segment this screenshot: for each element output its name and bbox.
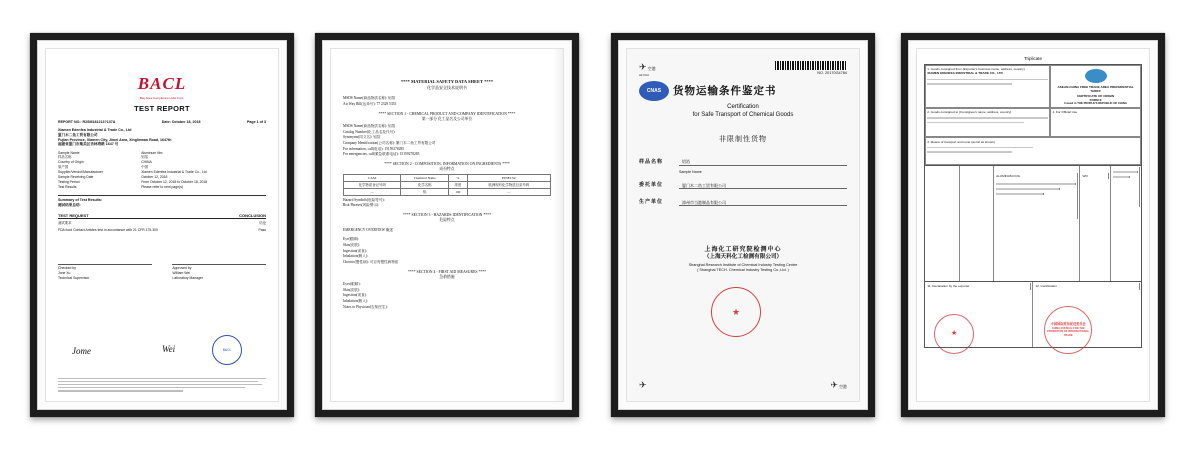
page-number: Page 1 of 3 [247,120,266,125]
certificate-title-en-2: for Safe Transport of Chemical Goods [692,112,794,119]
msds-line: Catalog Number(化工品名及代号): [343,129,396,134]
field-key: Sample Name [58,150,80,155]
field-key: Test Results [58,185,77,190]
approver-signature: Wei [162,344,176,354]
report-title: TEST REPORT [134,103,190,113]
msds-line: Ingestion(误食): [343,293,367,298]
msds-title: **** MATERIAL SAFETY DATA SHEET **** [400,79,494,84]
section-4-title-cn: 急救措施 [439,274,455,279]
official-use-label: 4. For Official Use [1052,110,1078,115]
frame-mat [618,40,868,410]
checker-signature: Jome [72,346,91,356]
msds-line: Skin(皮肤): [343,243,361,248]
field-value: October 12, 2018 [141,175,168,180]
frame-mat [37,40,287,410]
request-header-cn [58,221,266,226]
cnas-document [626,48,860,402]
frame-mat [908,40,1158,410]
certificate-title-en-1: Certification [727,104,759,111]
institute-name-en-1: Shanghai Research Institute of Chemical Industry Testing Centre [688,262,798,267]
exporter-seal [934,314,974,354]
msds-line: Inhalation(吸入): [343,298,369,303]
section-3-heading [343,213,551,223]
goods-lines [995,179,1078,219]
field-value: 铝箔 [141,155,148,160]
table-header-cell: Chemical Name [401,175,449,182]
request-header [58,213,266,219]
field-value: Please refer to next page(s) [141,185,184,190]
scan-shadow [553,49,563,401]
summary-heading [58,195,266,208]
origin-document [916,48,1150,402]
airplane-icon: ✈ [639,62,647,72]
conclusion-label: CONCLUSION [239,212,266,218]
institute-name-cn: 上海化工研究院检测中心 [704,246,782,253]
table-cell: — [344,189,401,196]
field-value: 漳州市当港制品有限公司 [679,200,847,206]
section-3-title: **** SECTION 3 - HAZARDS IDENTIFICATION **** [403,213,491,218]
form-label: FORM E [1089,97,1102,102]
field-key: 原产国 [58,165,69,170]
field-key: Sample Receiving Date [58,175,94,180]
certification-cell [1033,282,1141,347]
msds-line: Synonyms(同义名): 铝箔 [343,135,381,140]
approver-title: Laboratory Manager [172,275,203,280]
msds-line: For emergencies, call(紧急联系电话): 15159278285 [343,152,420,157]
msds-line: For information, call(电话): 15159278285 [343,146,405,151]
goods-category: 非限制性货物 [719,136,767,144]
table-header-cell: % [449,175,468,182]
msds-line: Eyes(眼睛): [343,282,361,287]
certificate-frame-cnas[interactable] [611,33,875,417]
section-1-heading [343,112,551,122]
declaration-grid [924,282,1142,348]
certificate-frame-test-report[interactable] [30,33,294,417]
checked-by-label: Checked by [58,266,76,271]
msds-line: Ingestion(误食): [343,248,367,253]
certificate-title-cn: 货物运输条件鉴定书 [673,85,777,98]
table-header-cell: 化学名称 [401,182,449,189]
msds-document [330,48,564,402]
exporter-cell [925,65,1050,108]
emergency-overview: EMERGENCY OVERVIEW 概述 [343,227,394,232]
airline-mark-bottom [830,379,847,391]
checker-name: Jone Xu [58,270,71,275]
applicant-line: Fujian Province, Xiamen City, Jimei Area, Xinglinwan Road, 1647th [58,137,172,142]
transport-label: 3. Means of transport and route (as far as known) [927,139,995,144]
redacted-lines [927,79,1048,93]
seal-star-icon: ★ [951,330,958,337]
certificate-title: ASEAN-CHINA FREE TRADE AREA PREFERENTIAL TARIFF [1057,85,1134,94]
composition-table [343,174,551,195]
summary-label: Summary of Test Results: [58,198,103,203]
table-row [344,189,551,196]
msds-line: Inhalation(吸入): [343,254,369,259]
field-value: 厦门木二鱼工贸有限公司 [679,183,847,189]
field-row [639,182,847,189]
section-1-title-cn: 第一部分 化工品名及公司单位 [421,117,473,122]
test-request-label-cn: 测试要求 [58,221,72,226]
airline-label: 空港 [839,383,847,389]
logo-tagline: Bay Area Compliance Labs Corp. [139,95,185,100]
weight-lines [1112,167,1140,207]
transport-cell [925,137,1141,165]
certificate-subtitle: CERTIFICATE OF ORIGIN [1077,93,1115,98]
field-key: 样品名称 [58,155,72,160]
section-1-title: **** SECTION 1 - CHEMICAL PRODUCT AND COMPANY IDENTIFICATION **** [378,111,516,116]
msds-line: Notes to Physician(告知医生): [343,304,388,309]
request-result: Pass [258,227,266,232]
council-name: CHINA COUNCIL FOR THE PROMOTION OF INTERNATIONAL TRADE [1047,326,1090,337]
field-value: Xiamen Edenfea Industrial & Trade Co., Ltd [141,170,207,175]
certificate-frame-msds[interactable] [315,33,579,417]
section-4-title: **** SECTION 4 - FIRST AID MEASURES **** [407,269,487,274]
field-value: From October 12, 2018 to October 18, 2018 [141,180,208,185]
redacted-lines [927,117,1048,135]
msds-title-cn: 化学品安全技术说明书 [427,85,467,91]
exporter-name: XIAMEN EDENFEA INDUSTRIAL & TRADE CO., LTD [927,71,1003,76]
signature-block [58,264,266,280]
sample-fields [58,150,266,190]
table-header-cell: 化学物质登记号码 [344,182,401,189]
airline-label: 空港 [647,66,656,71]
field-key: 生产单位 [639,199,664,206]
goods-description: ALUMINUM FOIL [995,173,1078,179]
exporter-label: 1. Goods consigned from (Exporter's business name, address, country) [927,67,1025,72]
request-row [58,228,266,233]
institute-seal [711,287,761,337]
origin-header-grid [924,64,1142,166]
table-cell: 100 [449,189,468,196]
approved-by-label: Approved by [172,266,192,271]
checker-block [58,264,152,280]
applicant-line: Xiamen Edenfea Industrial & Trade Co., Ltd [58,127,132,132]
request-item: FDA food Contact Articles test in accordance with 21 CFR 175.300 [58,227,158,232]
field-key: 样品名称 [639,158,664,165]
barcode-block [767,61,847,76]
field-key-en: Sample Name [679,169,702,174]
table-header-cell: 欧洲现有化学物质目录号码 [467,182,550,189]
certificate-title-cell [1050,65,1141,108]
council-seal-text: 中国国际贸易促进委员会 [1050,322,1086,327]
goods-column [960,166,995,281]
consignee-cell [925,108,1050,138]
msds-line: MSDS Name(商品物质名称): 铝箔 [343,96,396,101]
barcode-icon [775,61,847,70]
section-2-title: **** SECTION 2 - COMPOSITION, INFORMATION ON INGREDIENTS **** [384,162,510,167]
table-header-cell: 浓度 [449,182,468,189]
section-3-title-cn: 危险特点 [439,218,455,223]
airplane-bottom-left [639,379,647,391]
applicant-line: 福建省厦门市集美区杏林湾路 1647 号 [58,142,119,147]
field-row [639,159,847,166]
field-value: Aluminum film [141,150,163,155]
origin-criterion: WO [1081,173,1108,179]
table-cell: 铝 [401,189,449,196]
frame-mat [322,40,572,410]
field-value: 中国 [141,165,148,170]
goods-table [924,166,1142,282]
certification-label: 12. Certification [1034,283,1140,290]
redacted-lines [927,147,1139,163]
declaration-label: 11. Declaration by the exporter [926,283,1031,290]
field-key: Country of Origin [58,160,84,165]
msds-line: Skin(皮肤): [343,287,361,292]
issued-in: Issued in THE PEOPLE'S REPUBLIC OF CHINA [1064,100,1127,105]
field-key: Testing Period [58,180,80,185]
criterion-column [1080,166,1110,281]
table-cell: — [467,189,550,196]
field-value: 铝箔 [679,159,847,165]
section-2-heading [343,162,551,172]
cnas-heading [639,81,847,101]
consignee-label: 2. Goods consigned to (Consignee's name, address, country) [927,110,1012,115]
section-2-title-cn: 成份特点 [439,167,455,172]
msds-line: MSDS Name(商品物质名称): 铝箔 [343,124,396,129]
airplane-icon: ✈ [830,379,838,390]
cnas-logo: CNAS [639,81,669,101]
msds-line: Air Way Bill(运单号): 77 2329 5353 [343,102,397,107]
goods-description-column [994,166,1080,281]
council-logo-icon [1085,69,1107,83]
approver-block [172,264,266,280]
field-value: CHINA [141,160,152,165]
applicant-block [58,128,266,147]
seal-star-icon: ★ [731,306,741,317]
field-row [639,199,847,206]
test-request-label: TEST REQUEST [58,212,89,218]
report-number: REPORT NO.: R2SM181213?137A [58,120,116,125]
official-use-cell [1050,108,1141,138]
fine-print [58,378,266,393]
applicant-line: 厦门木二鱼工贸有限公司 [58,132,98,137]
airline-label-en: Air Port [639,73,650,78]
triplicate-label: Triplicate [1023,56,1043,61]
effects-list [343,237,551,264]
table-header-row-cn [344,182,551,189]
institute-name-cn-2: （上海天科化工检测有限公司） [703,254,783,260]
section-4-heading [343,270,551,280]
checker-title: Technical Supervisor [58,275,90,280]
approver-name: William Wei [172,270,191,275]
exporter-declaration [925,282,1033,347]
conclusion-label-cn: 结论 [259,221,266,226]
certificate-number: NO. 20170G4784 [817,71,847,75]
msds-line: Hazard Symbols(危险符号): [343,197,385,202]
institute-name-en-2: ( Shanghai TECH. Chemical Industry Testing Co.,Ltd. ) [697,267,789,272]
test-report-document [45,48,279,402]
report-date: Date: October 18, 2018 [161,120,201,125]
logo-text: BACL [137,74,187,93]
table-header-cell: EINECS# [467,175,550,182]
goods-column [925,166,960,281]
msds-line: Company Identification(公司名称): 厦门木二鱼工贸有限公司 [343,141,436,146]
bacl-seal [212,335,242,365]
msds-line: Risk Phrases(风险警示): [343,203,380,208]
first-aid-list [343,282,551,309]
cnas-top-row [639,61,847,77]
seal-text: BACL [222,347,232,352]
report-meta [58,120,266,125]
airline-mark [639,61,656,77]
weight-column [1111,166,1141,281]
field-key: Supplier/Vendor/Manufacturer [58,170,104,175]
airplane-icon: ✈ [639,379,647,390]
council-seal [1044,306,1092,354]
msds-line: Eye(眼睛): [343,237,360,242]
table-header-cell: CAS# [344,175,401,182]
msds-line: Chronic(慢性病): 可否有慢性病特质 [343,259,399,264]
field-key: 委托单位 [639,182,664,189]
summary-label-cn: 测试结果总结: [58,202,81,207]
certificate-frame-origin[interactable] [901,33,1165,417]
bacl-logo [58,73,266,100]
table-header-row [344,175,551,182]
